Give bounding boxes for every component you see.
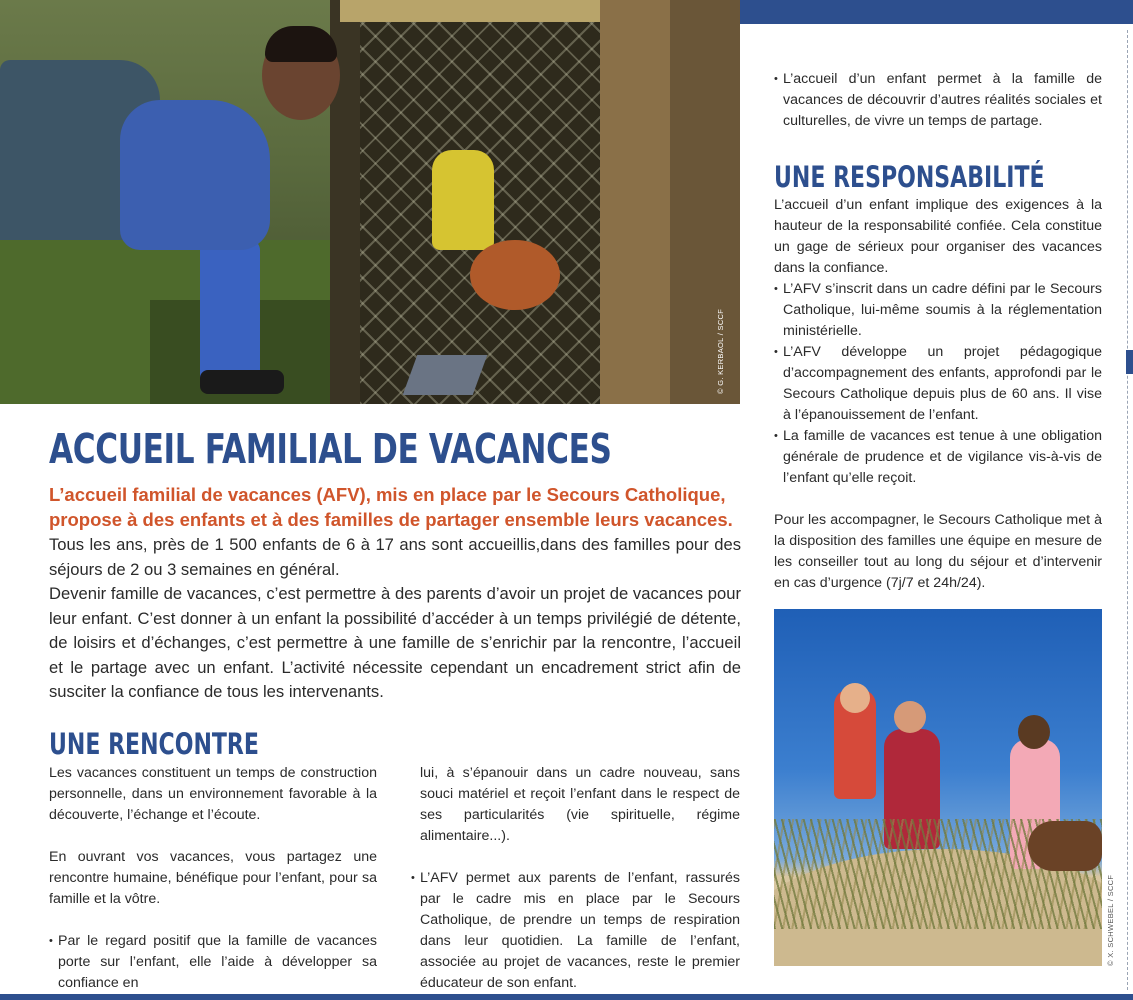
rencontre-paragraph: En ouvrant vos vacances, vous partagez une rencontre humaine, bénéfique pour l’enfant, pour sa famille et la vôtre. xyxy=(49,849,377,907)
bottom-accent-bar xyxy=(0,994,1133,1000)
section-heading-rencontre: UNE RENCONTRE xyxy=(49,727,259,761)
rencontre-paragraph: Les vacances constituent un temps de construction personnelle, dans un environnement favorable à la découverte, l’échange et l’écoute. xyxy=(49,765,377,823)
photo-child-chicken-coop xyxy=(0,0,740,404)
side-tab-marker xyxy=(1126,350,1133,374)
rencontre-column-left xyxy=(49,763,377,994)
page-title: ACCUEIL FAMILIAL DE VACANCES xyxy=(49,425,612,473)
photo-child-head xyxy=(840,683,870,713)
rencontre-bullet: • L’AFV permet aux parents de l’enfant, rassurés par le cadre mis en place par le Secours Catholique, de prendre un temps de respiration dans leur quotidien. La famille de l’enfant, associée au projet de vacances, reste le premier éducateur de son enfant. xyxy=(411,868,740,994)
photo-coop-roof xyxy=(340,0,610,22)
responsabilite-paragraph: L’accueil d’un enfant implique des exigences à la hauteur de la responsabilité confiée. Cela constitue un gage de sérieux pour organiser des vacances dans la confiance. xyxy=(774,197,1102,276)
rencontre-bullet-continued: lui, à s’épanouir dans un cadre nouveau, sans souci matériel et reçoit l’enfant dans le respect de ses particularités (vie spirituelle, régime alimentaire...). xyxy=(420,765,740,844)
photo-child-hair xyxy=(265,26,337,62)
lead-paragraph: L’accueil familial de vacances (AFV), mis en place par le Secours Catholique, propose à des enfants et à des familles de partager ensemble leurs vacances. xyxy=(49,484,733,530)
responsabilite-bullet: • L’AFV développe un projet pédagogique d’accompagnement des enfants, approfondi par le Secours Catholique depuis plus de 60 ans. Il vise à l’épanouissement de l’enfant. xyxy=(774,342,1102,426)
responsabilite-intro-bullet: • L’accueil d’un enfant permet à la famille de vacances de découvrir d’autres réalités sociales et culturelles, de vivre un temps de partage. xyxy=(774,69,1102,132)
fold-guide-line xyxy=(1127,30,1128,990)
top-accent-bar xyxy=(740,0,1133,24)
photo-wood-post-dark xyxy=(670,0,740,404)
photo-child-shoe xyxy=(200,370,284,394)
intro-paragraph: Tous les ans, près de 1 500 enfants de 6 à 17 ans sont accueillis,dans des familles pour des séjours de 2 ou 3 semaines en général. xyxy=(49,535,741,579)
photo-children-dunes xyxy=(774,609,1102,966)
responsabilite-bullet: • L’AFV s’inscrit dans un cadre défini par le Secours Catholique, lui-même soumis à la réglementation ministérielle. xyxy=(774,279,1102,342)
responsabilite-closing: Pour les accompagner, le Secours Catholique met à la disposition des familles une équipe en mesure de les conseiller tout au long du séjour et d’intervenir en cas d’urgence (7j/7 et 24h/24). xyxy=(774,512,1102,591)
photo-child-head xyxy=(1018,715,1050,749)
photo-child-head xyxy=(894,701,926,733)
responsabilite-column xyxy=(774,195,1102,594)
photo-child-legs xyxy=(200,240,260,390)
right-top-bullet-block xyxy=(774,69,1102,132)
intro-paragraph: Devenir famille de vacances, c’est permettre à des parents d’avoir un projet de vacances pour leur enfant. C’est donner à un enfant la possibilité d’accéder à un temps privilégié de détente, de loisirs et d’échanges, c’est permettre à une famille de s’enrichir par la rencontre, l’accueil et le partage avec un enfant. L’activité nécessite cependant un encadrement strict afin de susciter la confiance de tous les intervenants. xyxy=(49,584,741,701)
intro-text xyxy=(49,533,741,705)
photo-credit-1: © G. KERBAOL / SCCF xyxy=(716,308,725,394)
photo-dog xyxy=(1028,821,1102,871)
photo-credit-2: © X. SCHWEBEL / SCCF xyxy=(1106,874,1115,966)
photo-chicken xyxy=(470,240,560,310)
rencontre-column-right xyxy=(411,763,740,994)
rencontre-bullet: • Par le regard positif que la famille de vacances porte sur l’enfant, elle l’aide à développer sa confiance en xyxy=(49,931,377,994)
photo-child-jacket xyxy=(120,100,270,250)
photo-yellow-feeder xyxy=(432,150,494,250)
photo-wood-post xyxy=(600,0,670,404)
section-heading-responsabilite: UNE RESPONSABILITÉ xyxy=(774,160,1045,194)
responsabilite-bullet: • La famille de vacances est tenue à une obligation générale de prudence et de vigilance vis-à-vis de l’enfant qu’elle reçoit. xyxy=(774,426,1102,489)
photo-tray xyxy=(403,355,488,395)
